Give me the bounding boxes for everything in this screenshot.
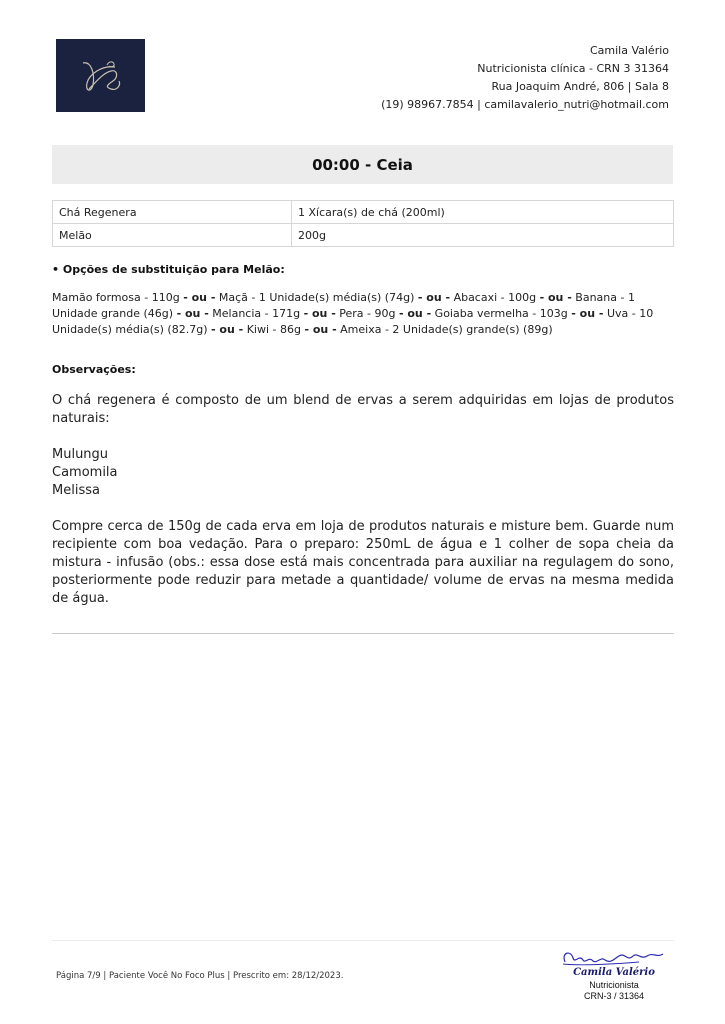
- page-footer: Página 7/9 | Paciente Você No Foco Plus | Prescrito em: 28/12/2023.: [56, 971, 344, 981]
- footer-divider: [52, 940, 674, 941]
- nutritionist-address: Rua Joaquim André, 806 | Sala 8: [491, 80, 669, 93]
- or-separator: - ou -: [303, 307, 336, 320]
- substitution-option: Uva - 10 Unidade(s) média(s) (82.7g): [52, 307, 654, 336]
- header-contact-block: [381, 42, 669, 114]
- substitution-option: Kiwi - 86g: [246, 323, 301, 336]
- table-row: [53, 224, 674, 247]
- meal-title-bar: [52, 145, 673, 184]
- food-amount-cell: 1 Xícara(s) de chá (200ml): [292, 201, 674, 224]
- substitution-option: Mamão formosa - 110g: [52, 291, 180, 304]
- or-separator: - ou -: [539, 291, 572, 304]
- herb-item: Melissa: [52, 483, 100, 498]
- or-separator: - ou -: [398, 307, 432, 320]
- substitution-option: Ameixa - 2 Unidade(s) grande(s) (89g): [340, 323, 553, 336]
- food-name-cell: Chá Regenera: [53, 201, 292, 224]
- substitution-option: Maçã - 1 Unidade(s) média(s) (74g): [218, 291, 415, 304]
- substitutions-list: [52, 290, 674, 338]
- observations-instructions: Compre cerca de 150g de cada erva em loja de produtos naturais e misture bem. Guarde num recipiente com boa vedação. Para o preparo: 250mL de água e 1 colher de sopa cheia da mistura - infusão (obs.: essa dose está mais concentrada para auxiliar na regulagem do sono, posteriormente pode reduzir para metade a quantidade/ volume de ervas na mesma medida de água.: [52, 519, 674, 606]
- substitution-option: Goiaba vermelha - 103g: [434, 307, 568, 320]
- logo-monogram-icon: [71, 51, 131, 101]
- or-separator: - ou -: [176, 307, 209, 320]
- or-separator: - ou -: [304, 323, 337, 336]
- nutritionist-name: Camila Valério: [589, 44, 669, 57]
- substitutions-title: • Opções de substituição para Melão:: [52, 263, 285, 276]
- signature-name: Camila Valério: [573, 967, 655, 978]
- or-separator: - ou -: [211, 323, 244, 336]
- nutritionist-contact: (19) 98967.7854 | camilavalerio_nutri@hotmail.com: [381, 98, 669, 111]
- or-separator: - ou -: [183, 291, 216, 304]
- observations-title: Observações:: [52, 363, 136, 376]
- herb-item: Mulungu: [52, 447, 109, 462]
- observations-body: [52, 392, 674, 608]
- logo: [56, 39, 145, 112]
- meal-foods-table: [52, 200, 674, 247]
- or-separator: - ou -: [571, 307, 604, 320]
- food-name-cell: Melão: [53, 224, 292, 247]
- meal-title: 00:00 - Ceia: [312, 155, 413, 174]
- signature-stamp: [555, 944, 673, 1004]
- nutritionist-title: Nutricionista clínica - CRN 3 31364: [477, 62, 669, 75]
- section-divider: [52, 633, 674, 634]
- food-amount-cell: 200g: [292, 224, 674, 247]
- signature-role: Nutricionista: [589, 980, 639, 990]
- herb-item: Camomila: [52, 465, 118, 480]
- substitution-option: Pera - 90g: [339, 307, 396, 320]
- observations-intro: O chá regenera é composto de um blend de ervas a serem adquiridas em lojas de produtos naturais:: [52, 393, 674, 426]
- substitution-option: Melancia - 171g: [212, 307, 301, 320]
- substitution-option: Banana - 1 Unidade grande (46g): [52, 291, 635, 320]
- or-separator: - ou -: [417, 291, 451, 304]
- substitution-option: Abacaxi - 100g: [453, 291, 537, 304]
- table-row: [53, 201, 674, 224]
- signature-crn: CRN-3 / 31364: [583, 991, 645, 1001]
